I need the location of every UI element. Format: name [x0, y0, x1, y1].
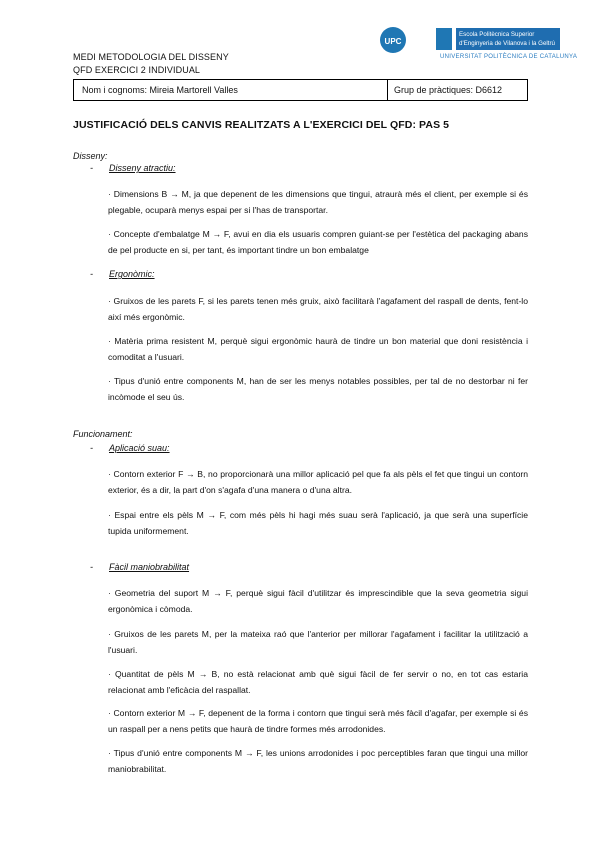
- paragraph-contorn: · Contorn exterior F → B, no proporcionarà una millor aplicació pel que fa als pèls el fet que tingui un contorn exterior, és a dir, la part d'on s'agafa d'una manera o d'una altra.: [108, 469, 528, 495]
- subsection-disseny-atractiu: - Disseny atractiu:: [90, 163, 176, 173]
- logo-school-name: [456, 28, 560, 50]
- subsection-facil-maniobrabilitat: - Fàcil maniobrabilitat: [90, 562, 190, 572]
- header-exercise: QFD EXERCICI 2 INDIVIDUAL: [73, 65, 201, 75]
- logo-line-2: d'Enginyeria de Vilanova i la Geltrú: [459, 40, 555, 47]
- paragraph-geometria: · Geometria del suport M → F, perquè sigui fàcil d'utilitzar és imprescindible que la seva geometria sigui ergonòmica i còmoda.: [108, 588, 528, 614]
- paragraph-gruixos-2: · Gruixos de les parets M, per la mateixa raó que l'anterior per millorar l'agafament i facilitar la utilització a l'usuari.: [108, 629, 528, 655]
- document-header: [73, 51, 229, 77]
- student-name: Nom i cognoms: Mireia Martorell Valles: [82, 85, 238, 95]
- cell-divider: [387, 80, 388, 100]
- upc-logo-icon: [378, 26, 408, 54]
- subsection-label: Ergonòmic:: [109, 269, 155, 279]
- paragraph-pels: · Quantitat de pèls M → B, no està relacionat amb què sigui fàcil de fer servir o no, en tot cas estaria relacionat amb l'eficàcia del raspallat.: [108, 669, 528, 695]
- logo-university: UNIVERSITAT POLITÈCNICA DE CATALUNYA: [440, 54, 578, 60]
- student-info-box: [73, 79, 528, 101]
- paragraph-unio-2: · Tipus d'unió entre components M → F, les unions arrodonides i poc perceptibles faran que tingui una millor maniobrabilitat.: [108, 748, 528, 774]
- paragraph-espai: · Espai entre els pèls M → F, com més pèls hi hagi més suau serà l'aplicació, ja que serà una superfície tupida uniformement.: [108, 510, 528, 536]
- paragraph-embalatge: · Concepte d'embalatge M → F, avui en dia els usuaris compren guiant-se per l'estètica del packaging abans de pel producte en si, per tant, és important tindre un bon embalatge: [108, 229, 528, 255]
- subsection-label: Aplicació suau:: [109, 443, 170, 453]
- paragraph-dimensions: · Dimensions B → M, ja que depenent de les dimensions que tingui, atraurà més el client, per exemple si és plegable, ocuparà menys espai per si l'has de transportar.: [108, 189, 528, 215]
- school-logo: [378, 26, 578, 68]
- logo-block: [436, 28, 452, 50]
- paragraph-materia: · Matèria prima resistent M, perquè sigui ergonòmic haurà de tindre un bon material que doni resistència i comoditat a l'usuari.: [108, 336, 528, 362]
- document-title: JUSTIFICACIÓ DELS CANVIS REALITZATS A L'EXERCICI DEL QFD: PAS 5: [73, 119, 450, 131]
- subsection-ergonomic: - Ergonòmic:: [90, 269, 155, 279]
- logo-brand: UPC: [384, 37, 402, 46]
- header-course: MEDI METODOLOGIA DEL DISSENY: [73, 52, 229, 62]
- logo-line-1: Escola Politècnica Superior: [459, 31, 535, 38]
- section-heading-disseny: Disseny:: [73, 151, 108, 161]
- subsection-label: Fàcil maniobrabilitat: [109, 562, 190, 572]
- section-heading-funcionament: Funcionament:: [73, 429, 133, 439]
- paragraph-gruixos: · Gruixos de les parets F, si les parets tenen més gruix, això facilitarà l'agafament del raspall de dents, fent-lo així més ergonòmic.: [108, 296, 528, 322]
- subsection-aplicacio-suau: - Aplicació suau:: [90, 443, 170, 453]
- practice-group: Grup de pràctiques: D6612: [394, 85, 503, 95]
- paragraph-unio: · Tipus d'unió entre components M, han de ser les menys notables possibles, per tal de no destorbar ni fer incòmode el seu ús.: [108, 376, 528, 402]
- subsection-label: Disseny atractiu:: [109, 163, 176, 173]
- paragraph-contorn-2: · Contorn exterior M → F, depenent de la forma i contorn que tingui serà més fàcil d'agafar, per exemple si és un raspall per a nens petits que haurà de tindre formes més arrodonides.: [108, 708, 528, 734]
